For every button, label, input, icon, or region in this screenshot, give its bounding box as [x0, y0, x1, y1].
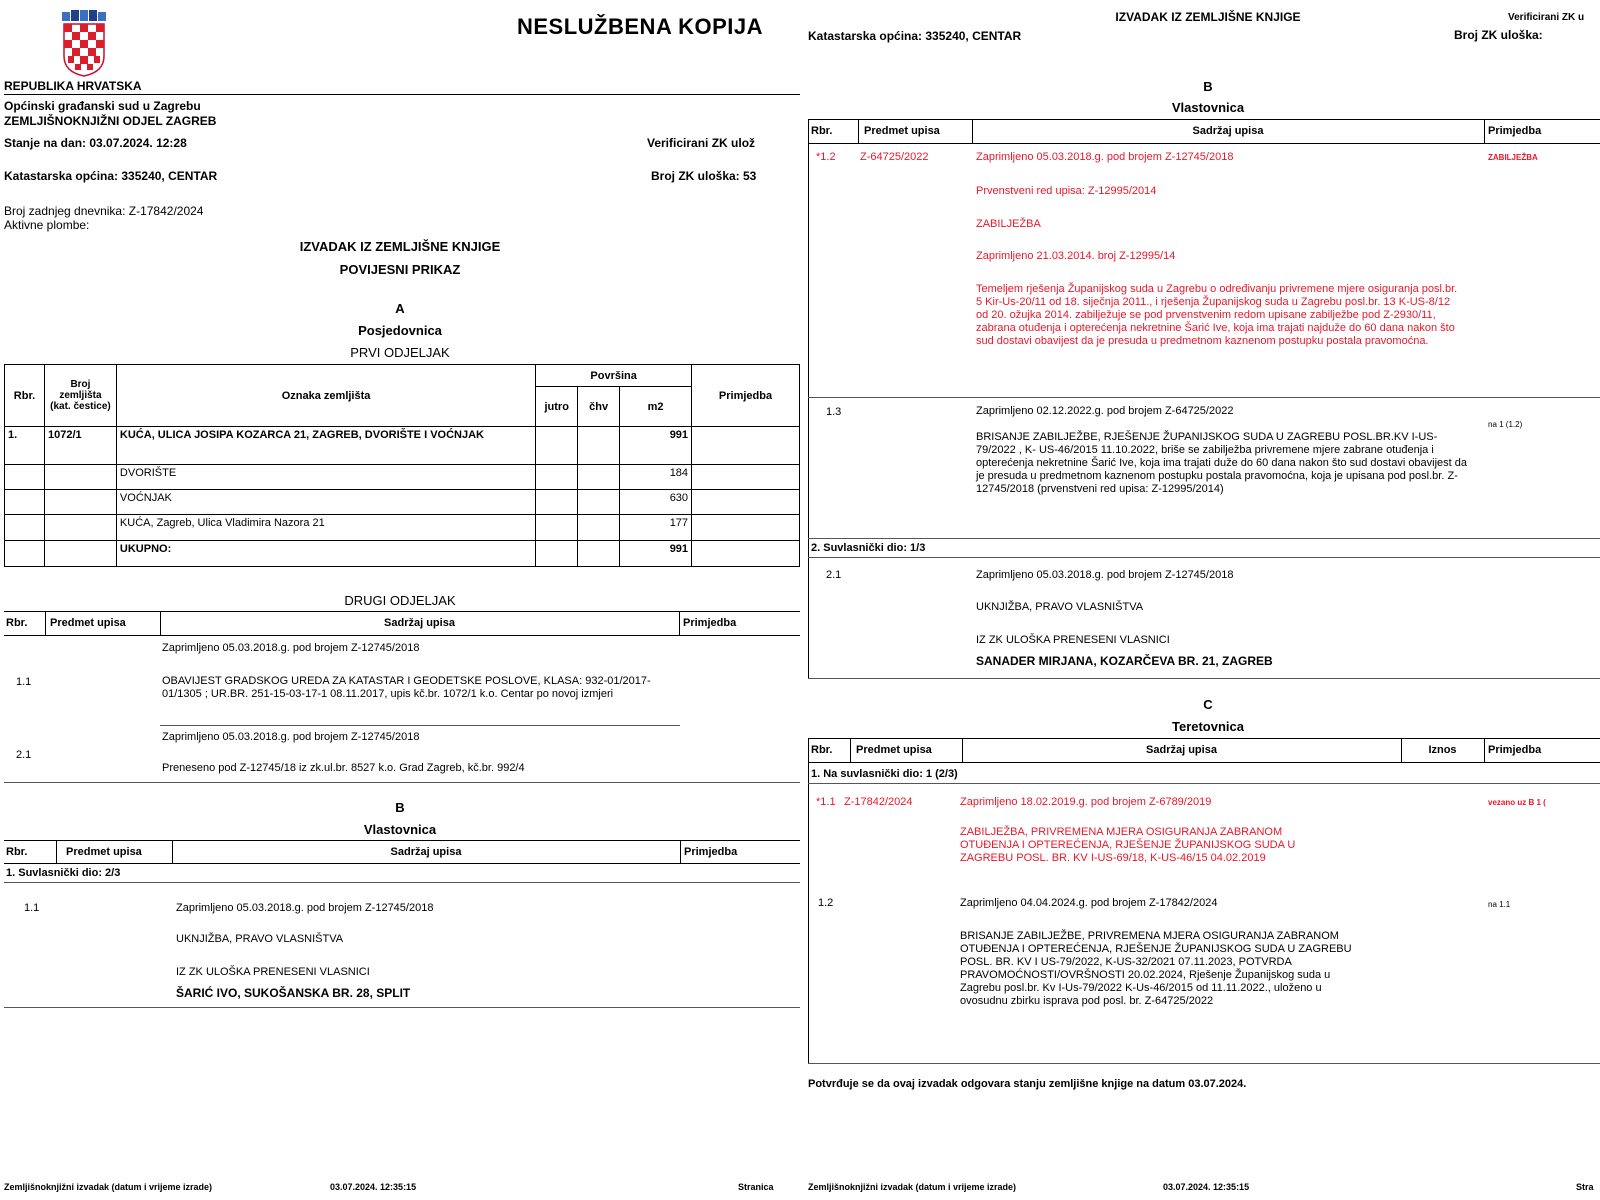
a1-header-primjedba: Primjedba	[692, 365, 800, 427]
a1-header-m2: m2	[620, 387, 692, 427]
a1-row-m2: 177	[620, 515, 692, 541]
a2-header-predmet: Predmet upisa	[50, 617, 126, 629]
court-name: Općinski građanski sud u Zagrebu	[4, 99, 201, 113]
right-b-entry-line: UKNJIŽBA, PRAVO VLASNIŠTVA	[976, 601, 1144, 613]
right-footer-page: Stra	[1576, 1182, 1594, 1192]
table-row	[5, 465, 800, 490]
a1-row-m2-total: 991	[620, 541, 692, 567]
right-b-header-primjedba: Primjedba	[1488, 125, 1542, 137]
unofficial-copy-banner: NESLUŽBENA KOPIJA	[517, 14, 764, 39]
section-a-letter: A	[395, 301, 405, 316]
right-section-b-letter: B	[1203, 79, 1213, 94]
a1-row-oznaka: KUĆA, ULICA JOSIPA KOZARCA 21, ZAGREB, DVORIŠTE I VOĆNJAK	[116, 427, 535, 465]
footer-page: Stranica	[738, 1182, 774, 1192]
c-entry-rbr: 1.2	[818, 897, 834, 909]
b-entry-transfer: IZ ZK ULOŠKA PRENESENI VLASNICI	[176, 966, 370, 978]
a2-entry-rbr: 1.1	[16, 676, 32, 688]
right-b-entry-rbr: 1.3	[826, 406, 842, 418]
right-cadastral: Katastarska općina: 335240, CENTAR	[808, 29, 1022, 43]
right-b-entry-line: Zaprimljeno 21.03.2014. broj Z-12995/14	[976, 250, 1176, 262]
right-section-b-name: Vlastovnica	[1171, 100, 1245, 115]
c-header-primjedba: Primjedba	[1488, 744, 1542, 756]
right-b-entry-rbr: *1.2	[816, 151, 836, 163]
b-header-primjedba: Primjedba	[684, 846, 738, 858]
a2-entry-rbr: 2.1	[16, 749, 32, 761]
a2-entry-received: Zaprimljeno 05.03.2018.g. pod brojem Z-12745/2018	[162, 642, 420, 654]
right-zk-number: Broj ZK uloška:	[1454, 28, 1543, 42]
a1-header-oznaka: Oznaka zemljišta	[116, 365, 535, 427]
footer-date: 03.07.2024. 12:35:15	[330, 1182, 417, 1192]
c-entry-line: Zaprimljeno 18.02.2019.g. pod brojem Z-6789/2019	[960, 796, 1212, 808]
c-header-sadrzaj: Sadržaj upisa	[1146, 744, 1217, 756]
c-group-label: 1. Na suvlasnički dio: 1 (2/3)	[811, 768, 958, 780]
zk-number: Broj ZK uloška: 53	[651, 169, 757, 183]
a2-header-rbr: Rbr.	[6, 617, 28, 629]
c-entry-detail: BRISANJE ZABILJEŽBE, PRIVREMENA MJERA OSIGURANJA ZABRANOM OTUĐENJA I OPTEREĆENJA, RJEŠENJE ŽUPANIJSKOG SUDA U ZAGREBU POSL. BR. KV I US-79/2022, K-US-32/2021 07.11.2023, POTVRDA PRAVOMOĆNOSTI/OVRŠNOSTI 20.02.2024, Rješenje Županijskog suda u Zagrebu posl.br. Kv I-Us-79/2022 K-Us-46/2015 od 11.11.2022., uloženo u ovosudnu zbirku isprava pod posl. br. Z-64725/2022	[960, 930, 1352, 1007]
right-b-entry-rbr: 2.1	[826, 569, 842, 581]
b-header-predmet: Predmet upisa	[66, 846, 142, 858]
a1-row-oznaka-total: UKUPNO:	[116, 541, 535, 567]
section-b-name: Vlastovnica	[363, 822, 437, 837]
c-entry-detail: ZABILJEŽBA, PRIVREMENA MJERA OSIGURANJA ZABRANOM OTUĐENJA I OPTEREĆENJA, RJEŠENJE ŽUPANIJSKOG SUDA U ZAGREBU POSL. BR. KV I-US-69/18, K-US-46/15 04.02.2019	[960, 826, 1296, 864]
a1-row-rbr: 1.	[5, 427, 45, 465]
document-subtitle: POVIJESNI PRIKAZ	[339, 262, 461, 277]
right-b-header-rbr-label: Rbr.	[811, 125, 833, 137]
a1-row-m2: 184	[620, 465, 692, 490]
footer-label: Zemljišnoknjižni izvadak (datum i vrijeme izrade)	[4, 1182, 213, 1192]
a2-header-primjedba: Primjedba	[683, 617, 737, 629]
right-b-entry-line: Zaprimljeno 05.03.2018.g. pod brojem Z-12745/2018	[976, 569, 1234, 581]
section-a-part1: PRVI ODJELJAK	[350, 345, 450, 360]
right-b-entry-detail: Temeljem rješenja Županijskog suda u Zagrebu o određivanju privremene mjere osiguranja posl.br. 5 Kir-Us-20/11 od 18. siječnja 2011., i rješenja Županijskog suda u Zagrebu posl.br. 13 K-US-8/12 od 20. ožujka 2014. zabilježuje se pod prvenstvenim redom upisane zabilježbe pod Z-2930/11, zabrana otuđenja i opterećenja nekretnine Šarić Ive, koja ima trajati najduže do 60 dana nakon što sud dostavi obavijest da je presuda u predmetnom kaznenom postupku postala pravomoćna.	[976, 283, 1458, 347]
extract-page-right	[808, 0, 1600, 1200]
right-b-entry-line: Prvenstveni red upisa: Z-12995/2014	[976, 185, 1157, 197]
right-b-group2-label: 2. Suvlasnički dio: 1/3	[811, 542, 926, 554]
a1-header-broj: Broj zemljišta (kat. čestice)	[44, 365, 116, 427]
a1-header-rbr: Rbr.	[5, 365, 45, 427]
b-header-sadrzaj: Sadržaj upisa	[390, 846, 462, 858]
a1-row-oznaka: VOĆNJAK	[116, 490, 535, 515]
document-title: IZVADAK IZ ZEMLJIŠNE KNJIGE	[299, 239, 501, 254]
verified-label: Verificirani ZK ulož	[647, 136, 756, 150]
right-footer-label: Zemljišnoknjižni izvadak (datum i vrijeme izrade)	[808, 1182, 1017, 1192]
section-a-name: Posjedovnica	[358, 323, 442, 338]
b-entry-received: Zaprimljeno 05.03.2018.g. pod brojem Z-12745/2018	[176, 902, 434, 914]
c-entry-predmet: Z-17842/2024	[844, 796, 913, 808]
a1-row-oznaka: DVORIŠTE	[116, 465, 535, 490]
right-footer-date: 03.07.2024. 12:35:15	[1163, 1182, 1250, 1192]
right-b-entry-predmet: Z-64725/2022	[860, 151, 929, 163]
right-b-entry-owner: SANADER MIRJANA, KOZARČEVA BR. 21, ZAGREB	[976, 654, 1273, 668]
last-diary-number: Broj zadnjeg dnevnika: Z-17842/2024	[4, 204, 204, 218]
cadastral-municipality: Katastarska općina: 335240, CENTAR	[4, 169, 218, 183]
right-b-header-predmet: Predmet upisa	[864, 125, 940, 137]
section-b-letter: B	[395, 800, 405, 815]
right-document-title: IZVADAK IZ ZEMLJIŠNE KNJIGE	[1115, 10, 1301, 24]
a2-entry-content: OBAVIJEST GRADSKOG UREDA ZA KATASTAR I GEODETSKE POSLOVE, KLASA: 932-01/2017-01/1305 ; UR.BR. 251-15-03-17-1 08.11.2017, upis kč.br. 1072/1 k.o. Centar po novoj izmjeri	[162, 675, 651, 700]
b-entry-type: UKNJIŽBA, PRAVO VLASNIŠTVA	[176, 933, 344, 945]
country-name: REPUBLIKA HRVATSKA	[4, 79, 142, 93]
confirmation-text: Potvrđuje se da ovaj izvadak odgovara stanju zemljišne knjige na datum 03.07.2024.	[808, 1078, 1247, 1090]
right-section-c-name: Teretovnica	[1171, 719, 1244, 734]
right-b-entry-line: Zaprimljeno 05.03.2018.g. pod brojem Z-12745/2018	[976, 151, 1234, 163]
table-row	[5, 490, 800, 515]
right-section-c-letter: C	[1203, 697, 1213, 712]
a1-row-m2: 630	[620, 490, 692, 515]
right-b-header-sadrzaj: Sadržaj upisa	[1192, 125, 1264, 137]
c-entry-primjedba: vezano uz B 1 (	[1488, 798, 1546, 807]
right-b-entry-primjedba: ZABILJEŽBA	[1488, 153, 1538, 162]
right-b-entry-line: IZ ZK ULOŠKA PRENESENI VLASNICI	[976, 634, 1170, 646]
a2-header-sadrzaj: Sadržaj upisa	[384, 617, 455, 629]
coat-of-arms-icon	[58, 10, 110, 78]
right-b-entry-primjedba: na 1 (1.2)	[1488, 420, 1523, 429]
right-verified-label: Verificirani ZK u	[1508, 12, 1585, 23]
a1-table	[4, 364, 800, 567]
a1-row-m2: 991	[620, 427, 692, 465]
a1-row-broj: 1072/1	[44, 427, 116, 465]
active-seals: Aktivne plombe:	[4, 218, 90, 232]
a1-header-chv: čhv	[578, 387, 620, 427]
a2-entry-content: Preneseno pod Z-12745/18 iz zk.ul.br. 8527 k.o. Grad Zagreb, kč.br. 992/4	[162, 762, 525, 774]
right-b-entry-detail: BRISANJE ZABILJEŽBE, RJEŠENJE ŽUPANIJSKOG SUDA U ZAGREBU POSL.BR.KV I-US-79/2022 , K- US-46/2015 11.10.2022, briše se zabilježba privremene mjere zabrane otuđenja i opterećenja nekretnine Šarić Ive, koja ima trajati duže do 60 dana nakon što sud dostavi obavijest da je presuda u predmetnom kaznenom postupku postala pravomoćna, koja je upisana pod posl.br. Z-12745/2018 (prvenstveni red upisa: Z-12995/2014)	[976, 431, 1468, 495]
right-b-entry-line: Zaprimljeno 02.12.2022.g. pod brojem Z-64725/2022	[976, 405, 1234, 417]
b-group-label: 1. Suvlasnički dio: 2/3	[6, 867, 121, 879]
table-row	[5, 515, 800, 541]
c-header-predmet: Predmet upisa	[856, 744, 932, 756]
c-entry-primjedba: na 1.1	[1488, 900, 1511, 909]
b-entry-rbr: 1.1	[24, 902, 40, 914]
c-entry-line: Zaprimljeno 04.04.2024.g. pod brojem Z-17842/2024	[960, 897, 1218, 909]
a2-entry-received: Zaprimljeno 05.03.2018.g. pod brojem Z-12745/2018	[162, 731, 420, 743]
table-row	[5, 427, 800, 465]
a1-header-jutro: jutro	[536, 387, 578, 427]
a1-row-oznaka: KUĆA, Zagreb, Ulica Vladimira Nazora 21	[116, 515, 535, 541]
section-a-part2: DRUGI ODJELJAK	[344, 593, 456, 608]
right-b-entry-line: ZABILJEŽBA	[976, 218, 1041, 230]
state-on-date: Stanje na dan: 03.07.2024. 12:28	[4, 136, 187, 150]
a1-header-povrsina: Površina	[536, 365, 692, 387]
b-header-rbr: Rbr.	[6, 846, 28, 858]
c-entry-rbr: *1.1	[816, 796, 836, 808]
department-name: ZEMLJIŠNOKNJIŽNI ODJEL ZAGREB	[4, 114, 217, 128]
b-entry-owner: ŠARIĆ IVO, SUKOŠANSKA BR. 28, SPLIT	[176, 986, 411, 1000]
c-header-rbr: Rbr.	[811, 744, 833, 756]
table-row	[5, 541, 800, 567]
c-header-iznos: Iznos	[1428, 744, 1457, 756]
